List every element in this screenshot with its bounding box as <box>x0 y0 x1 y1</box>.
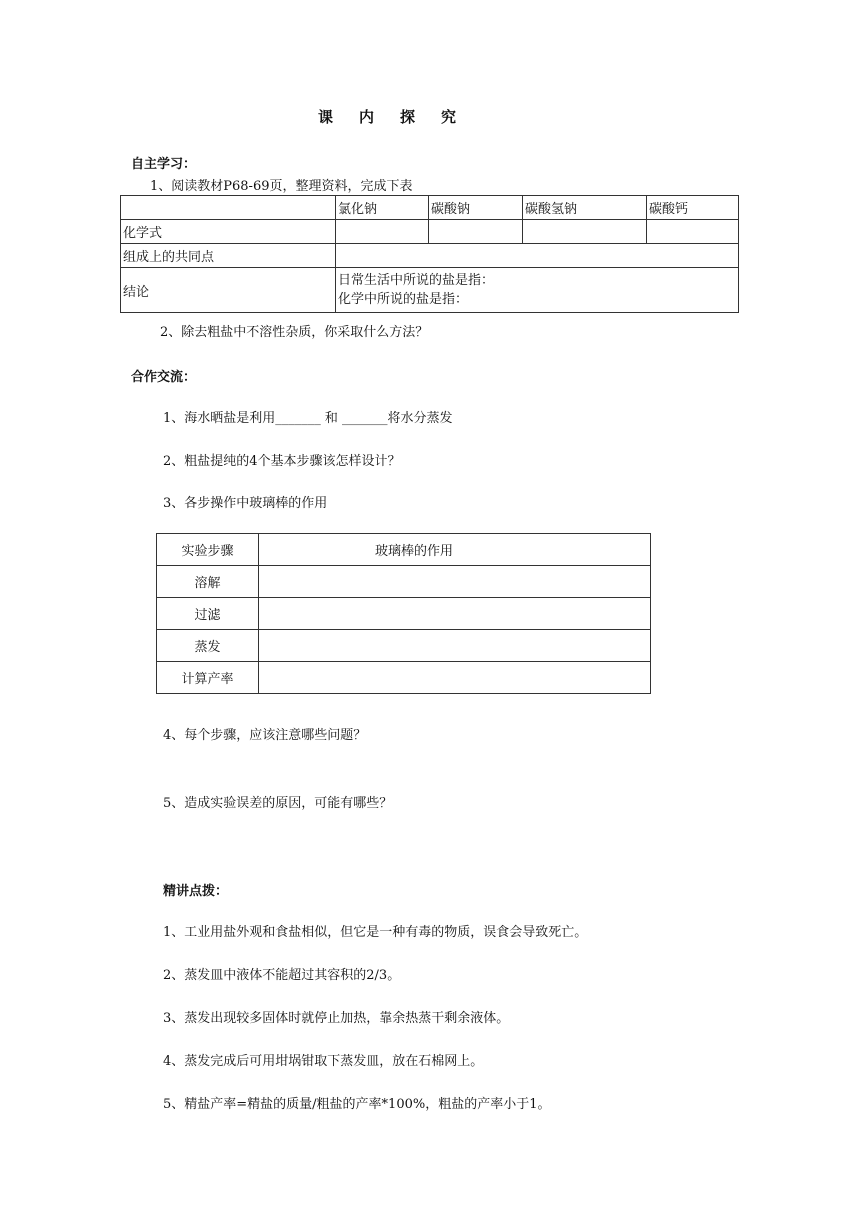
conclusion-line: 日常生活中所说的盐是指： <box>338 273 495 288</box>
table-row <box>121 196 739 220</box>
key-point: 4、蒸发完成后可用坩埚钳取下蒸发皿，放在石棉网上。 <box>163 1054 484 1069</box>
key-point: 3、蒸发出现较多固体时就停止加热，靠余热蒸干剩余液体。 <box>163 1011 510 1026</box>
common-cell[interactable] <box>336 244 739 268</box>
formula-cell[interactable] <box>523 220 647 244</box>
table-row <box>157 662 651 694</box>
salt-comparison-table <box>120 195 739 313</box>
section-heading-key-points: 精讲点拨： <box>163 884 229 899</box>
role-cell[interactable] <box>259 662 651 694</box>
conclusion-line: 化学中所说的盐是指： <box>338 292 469 307</box>
row-label: 化学式 <box>121 220 336 244</box>
table-header: 碳酸钠 <box>429 196 523 220</box>
table-header: 碳酸氢钠 <box>523 196 647 220</box>
step-label: 过滤 <box>157 598 259 630</box>
table-header: 实验步骤 <box>157 534 259 566</box>
table-cell <box>121 196 336 220</box>
step-label: 计算产率 <box>157 662 259 694</box>
formula-cell[interactable] <box>336 220 429 244</box>
title-char: 课 <box>318 108 334 126</box>
role-cell[interactable] <box>259 598 651 630</box>
table-header: 氯化钠 <box>336 196 429 220</box>
title-char: 究 <box>441 108 457 126</box>
row-label: 组成上的共同点 <box>121 244 336 268</box>
question-1: 1、海水晒盐是利用_______ 和 _______将水分蒸发 <box>163 411 453 426</box>
table-header: 碳酸钙 <box>647 196 739 220</box>
question-5: 5、造成实验误差的原因，可能有哪些？ <box>163 796 393 811</box>
section-heading-cooperation: 合作交流： <box>131 370 197 385</box>
title-char: 探 <box>400 108 416 126</box>
table-row <box>157 534 651 566</box>
question-2: 2、粗盐提纯的4个基本步骤该怎样设计？ <box>163 454 401 469</box>
page-title <box>318 106 482 127</box>
question-2: 2、除去粗盐中不溶性杂质，你采取什么方法？ <box>160 325 429 340</box>
step-label: 溶解 <box>157 566 259 598</box>
table-row <box>157 566 651 598</box>
table-row <box>157 630 651 662</box>
table-row <box>121 220 739 244</box>
step-label: 蒸发 <box>157 630 259 662</box>
title-char: 内 <box>359 108 375 126</box>
question-3: 3、各步操作中玻璃棒的作用 <box>163 496 328 511</box>
conclusion-cell[interactable] <box>336 268 739 313</box>
section-heading-self-study: 自主学习： <box>131 157 197 172</box>
formula-cell[interactable] <box>429 220 523 244</box>
table-row <box>157 598 651 630</box>
glass-rod-table <box>156 533 651 694</box>
table-header: 玻璃棒的作用 <box>259 534 651 566</box>
row-label: 结论 <box>121 268 336 313</box>
role-cell[interactable] <box>259 630 651 662</box>
table-row <box>121 268 739 313</box>
formula-cell[interactable] <box>647 220 739 244</box>
question-4: 4、每个步骤，应该注意哪些问题？ <box>163 728 367 743</box>
table-row <box>121 244 739 268</box>
key-point: 2、蒸发皿中液体不能超过其容积的2/3。 <box>163 968 401 983</box>
key-point: 5、精盐产率=精盐的质量/粗盐的产率*100%，粗盐的产率小于1。 <box>163 1097 551 1112</box>
key-point: 1、工业用盐外观和食盐相似，但它是一种有毒的物质，误食会导致死亡。 <box>163 925 588 940</box>
question-1: 1、阅读教材P68-69页，整理资料，完成下表 <box>150 179 413 194</box>
role-cell[interactable] <box>259 566 651 598</box>
